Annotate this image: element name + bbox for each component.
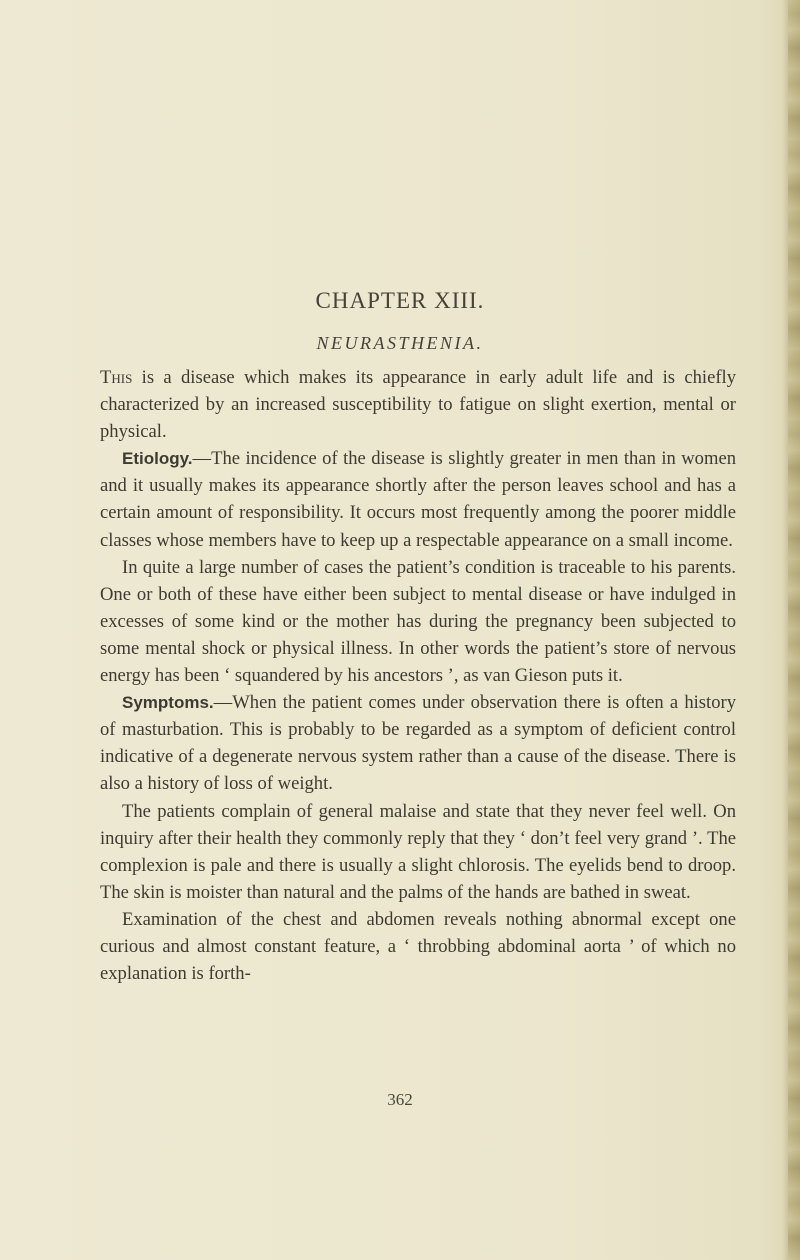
paragraph-text: —When the patient comes under observation there is often a history of masturbation. This is probably to be regarded as a symptom of deficient control indicative of a degenerate nervous system rather than a cause of the disease. There is also a history of loss of weight. [100,692,736,795]
page-number: 362 [387,1090,413,1109]
section-heading-symptoms: Symptoms. [122,693,214,713]
paragraph-examination [100,906,736,987]
page-edge-binding [788,0,800,1260]
paragraph-heredity [100,554,736,689]
paragraph-text: The patients complain of general malaise and state that they never feel well. On inquiry after their health they commonly reply that they ‘ don’t feel very grand ’. The complexion is pale and there is usually a slight chlorosis. The eyelids bend to droop. The skin is moister than natural and the palms of the hands are bathed in sweat. [100,800,736,903]
body-text [100,364,736,987]
paragraph-text: In quite a large number of cases the patient’s condition is traceable to his parents. One or both of these have either been subject to mental disease or have indulged in excesses of some kind or the mother has during the pregnancy been subjected to some mental shock or physical illness. In other words the patient’s store of nervous energy has been ‘ squandered by his ancestors ’, as van Gieson puts it. [100,556,736,687]
paragraph-text: —The incidence of the disease is slightly greater in men than in women and it usually makes its appearance shortly after the person leaves school and has a certain amount of responsibility. It occurs most frequently among the poorer middle classes whose members have to keep up a respectable appearance on a small income. [100,448,736,551]
paragraph-text: is a disease which makes its appearance in early adult life and is chiefly characterized by an increased susceptibility to fatigue on slight exertion, mental or physical. [100,367,736,443]
chapter-title: NEURASTHENIA. [316,333,484,353]
paragraph-complaints [100,798,736,906]
paragraph-intro [100,364,736,445]
paragraph-lead-word: This [100,367,133,388]
paragraph-etiology [100,445,736,553]
section-heading-etiology: Etiology. [122,449,193,469]
paragraph-symptoms [100,689,736,797]
chapter-heading: CHAPTER XIII. [315,288,485,313]
paragraph-text: Examination of the chest and abdomen reveals nothing abnormal except one curious and almost constant feature, a ‘ throbbing abdominal aorta ’ of which no explanation is forth- [100,908,736,985]
